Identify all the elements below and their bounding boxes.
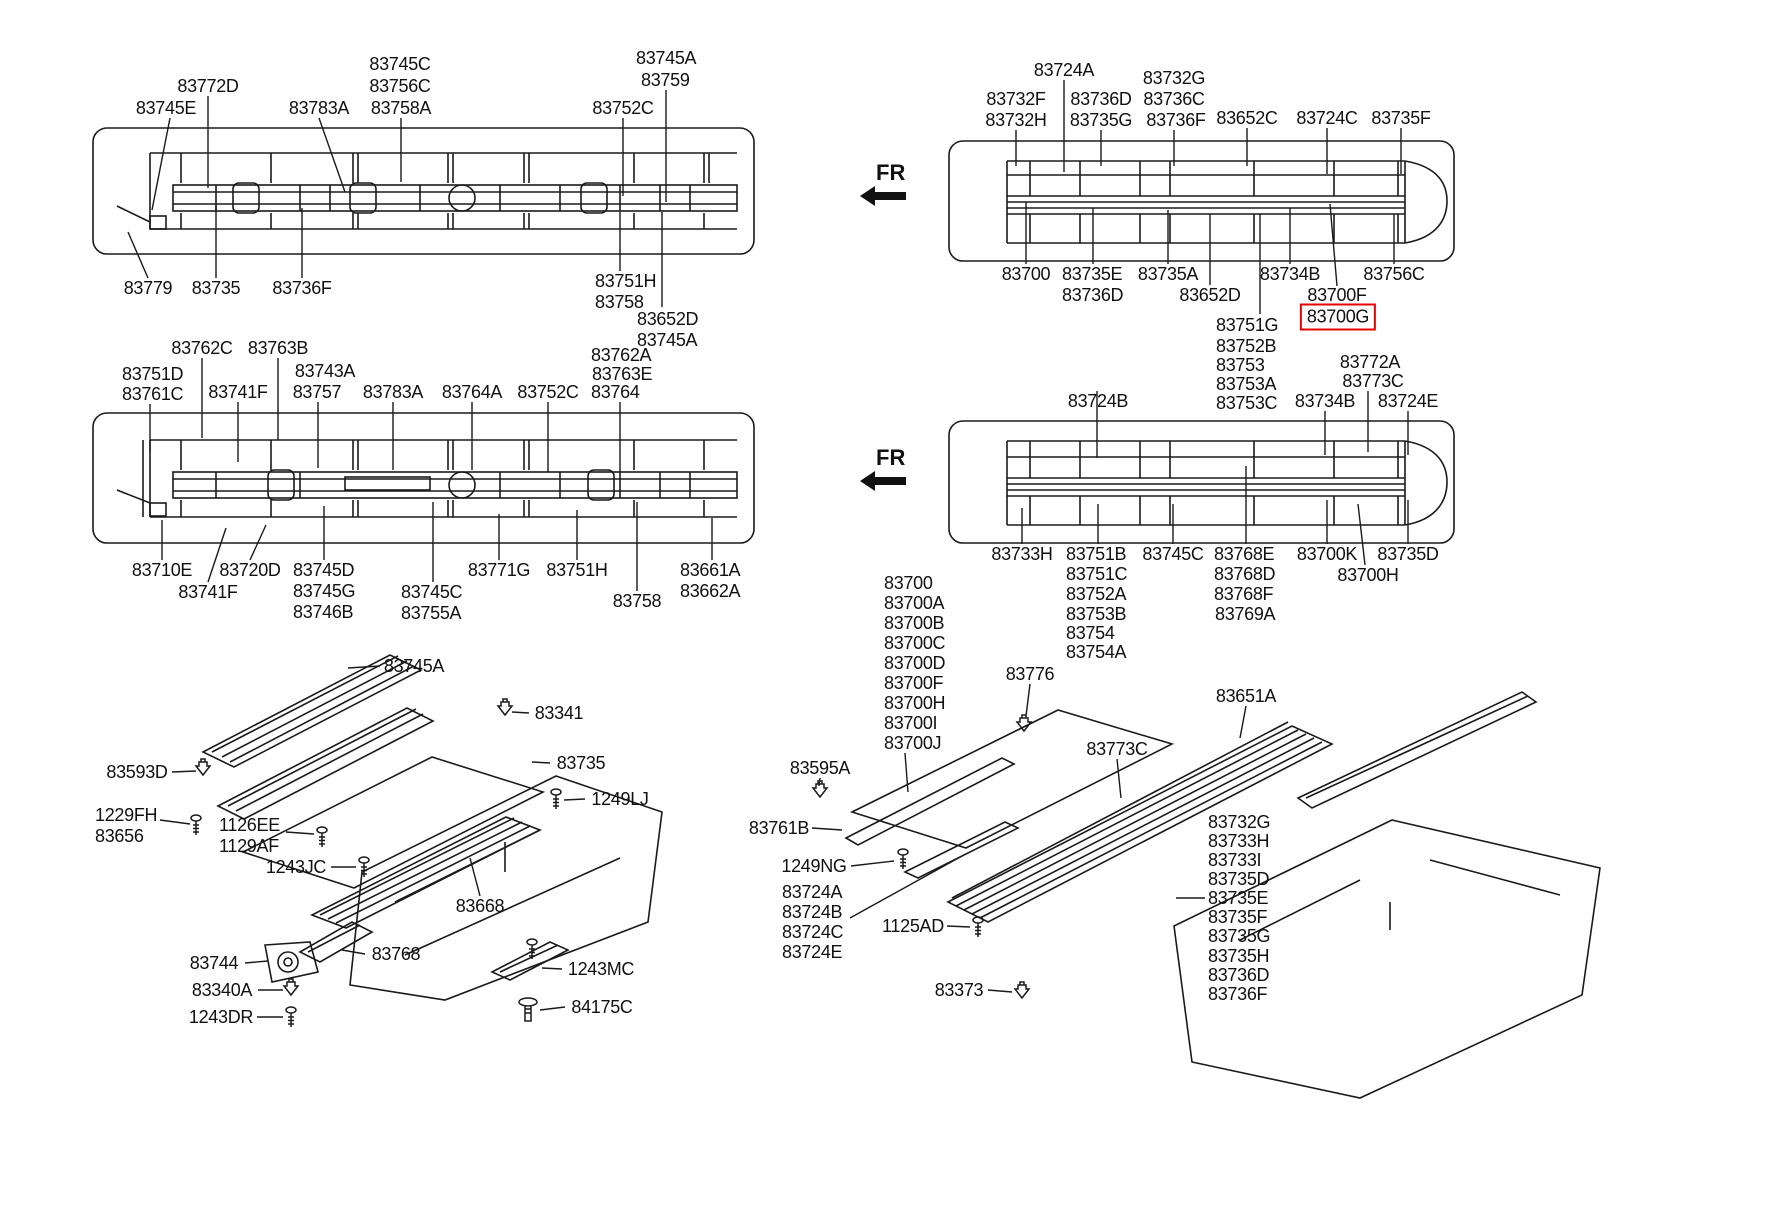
part-label-83735e: 83735E bbox=[1062, 264, 1123, 284]
part-label-83373: 83373 bbox=[934, 980, 984, 1000]
part-label-83745e: 83745E bbox=[135, 98, 197, 118]
part-label-1125ad: 1125AD bbox=[882, 916, 944, 936]
part-label-83652c: 83652C bbox=[1216, 108, 1278, 128]
part-label-83763b: 83763B bbox=[247, 338, 309, 358]
part-label-83735f: 83735F bbox=[1208, 907, 1268, 927]
part-label-83758: 83758 bbox=[595, 292, 644, 312]
part-label-83710e: 83710E bbox=[131, 560, 193, 580]
part-label-84175c: 84175C bbox=[571, 997, 633, 1017]
part-label-1229fh: 1229FH bbox=[95, 805, 158, 825]
part-label-83732g: 83732G bbox=[1142, 68, 1206, 88]
part-label-83745d: 83745D bbox=[293, 560, 355, 580]
part-label-83735h: 83735H bbox=[1208, 946, 1270, 966]
part-label-83761b: 83761B bbox=[748, 818, 810, 838]
part-label-83761c: 83761C bbox=[122, 384, 184, 404]
part-label-83341: 83341 bbox=[534, 703, 584, 723]
part-label-83732f: 83732F bbox=[986, 89, 1046, 109]
part-label-83751c: 83751C bbox=[1066, 564, 1128, 584]
part-label-83724a: 83724A bbox=[1033, 60, 1095, 80]
part-label-83668: 83668 bbox=[455, 896, 505, 916]
part-label-83754: 83754 bbox=[1066, 623, 1115, 643]
part-label-83720d: 83720D bbox=[219, 560, 281, 580]
part-label-83745a: 83745A bbox=[636, 48, 697, 68]
part-label-83773c: 83773C bbox=[1086, 739, 1148, 759]
part-label-83741f: 83741F bbox=[208, 382, 268, 402]
part-label-83751d: 83751D bbox=[122, 364, 184, 384]
part-label-83700k: 83700K bbox=[1296, 544, 1358, 564]
part-label-83751g: 83751G bbox=[1216, 315, 1279, 335]
part-label-83724a: 83724A bbox=[782, 882, 843, 902]
part-label-83700: 83700 bbox=[884, 573, 933, 593]
part-label-83700: 83700 bbox=[1001, 264, 1051, 284]
part-label-83756c: 83756C bbox=[1363, 264, 1425, 284]
part-label-83340a: 83340A bbox=[191, 980, 253, 1000]
part-label-83736f: 83736F bbox=[1146, 110, 1206, 130]
part-label-83700j: 83700J bbox=[884, 733, 942, 753]
part-label-83593d: 83593D bbox=[106, 762, 168, 782]
part-label-1126ee: 1126EE bbox=[219, 815, 280, 835]
part-label-83732g: 83732G bbox=[1208, 812, 1271, 832]
part-label-1243jc: 1243JC bbox=[265, 857, 327, 877]
part-label-83753b: 83753B bbox=[1066, 604, 1127, 624]
part-label-83661a: 83661A bbox=[680, 560, 741, 580]
part-label-83752c: 83752C bbox=[592, 98, 654, 118]
part-label-83772d: 83772D bbox=[177, 76, 239, 96]
part-label-83745c: 83745C bbox=[401, 582, 463, 602]
part-label-83735g: 83735G bbox=[1208, 926, 1271, 946]
part-label-83783a: 83783A bbox=[288, 98, 350, 118]
part-label-83651a: 83651A bbox=[1215, 686, 1277, 706]
part-label-83724c: 83724C bbox=[782, 922, 844, 942]
part-label-83746b: 83746B bbox=[293, 602, 354, 622]
part-label-83755a: 83755A bbox=[401, 603, 462, 623]
part-label-1249lj: 1249LJ bbox=[591, 789, 649, 809]
part-label-1129af: 1129AF bbox=[219, 836, 279, 856]
fr-direction-label: FR bbox=[876, 445, 906, 470]
part-label-83783a: 83783A bbox=[362, 382, 424, 402]
part-label-83741f: 83741F bbox=[178, 582, 238, 602]
part-label-83700c: 83700C bbox=[884, 633, 946, 653]
part-label-1243mc: 1243MC bbox=[567, 959, 635, 979]
part-label-83753: 83753 bbox=[1216, 355, 1265, 375]
part-label-83700a: 83700A bbox=[884, 593, 945, 613]
part-label-83700f: 83700F bbox=[884, 673, 944, 693]
part-label-83736d: 83736D bbox=[1070, 89, 1132, 109]
part-label-83763e: 83763E bbox=[592, 364, 653, 384]
part-label-83735f: 83735F bbox=[1371, 108, 1431, 128]
part-label-83769a: 83769A bbox=[1215, 604, 1276, 624]
part-label-83759: 83759 bbox=[641, 70, 690, 90]
fr-direction-label: FR bbox=[876, 160, 906, 185]
part-label-83734b: 83734B bbox=[1294, 391, 1356, 411]
part-label-83752c: 83752C bbox=[517, 382, 579, 402]
part-label-83724b: 83724B bbox=[782, 902, 843, 922]
part-label-83758: 83758 bbox=[612, 591, 662, 611]
part-label-83757: 83757 bbox=[292, 382, 342, 402]
part-label-1249ng: 1249NG bbox=[781, 856, 847, 876]
part-label-83700h: 83700H bbox=[884, 693, 946, 713]
part-label-83753c: 83753C bbox=[1216, 393, 1278, 413]
part-label-83762a: 83762A bbox=[591, 345, 652, 365]
part-label-83768d: 83768D bbox=[1214, 564, 1276, 584]
part-label-83700h: 83700H bbox=[1337, 565, 1399, 585]
part-label-83735d: 83735D bbox=[1208, 869, 1270, 889]
part-label-83736d: 83736D bbox=[1062, 285, 1124, 305]
part-label-83745c: 83745C bbox=[369, 54, 431, 74]
part-label-1243dr: 1243DR bbox=[188, 1007, 254, 1027]
part-label-83736d: 83736D bbox=[1208, 965, 1270, 985]
part-label-83773c: 83773C bbox=[1342, 371, 1404, 391]
part-label-83745g: 83745G bbox=[293, 581, 356, 601]
part-label-83745c: 83745C bbox=[1142, 544, 1204, 564]
part-label-83735a: 83735A bbox=[1137, 264, 1199, 284]
part-label-83700d: 83700D bbox=[884, 653, 946, 673]
part-label-83735g: 83735G bbox=[1069, 110, 1133, 130]
part-label-83724b: 83724B bbox=[1067, 391, 1129, 411]
part-label-83700f: 83700F bbox=[1307, 285, 1367, 305]
part-label-83735: 83735 bbox=[556, 753, 606, 773]
part-label-83776: 83776 bbox=[1005, 664, 1055, 684]
part-label-83724e: 83724E bbox=[1377, 391, 1439, 411]
part-label-83724e: 83724E bbox=[782, 942, 843, 962]
part-label-83768e: 83768E bbox=[1214, 544, 1275, 564]
part-label-83595a: 83595A bbox=[789, 758, 851, 778]
part-label-83743a: 83743A bbox=[294, 361, 356, 381]
part-label-83768: 83768 bbox=[371, 944, 421, 964]
part-label-83752b: 83752B bbox=[1216, 336, 1277, 356]
part-label-83752a: 83752A bbox=[1066, 584, 1127, 604]
part-label-83735e: 83735E bbox=[1208, 888, 1269, 908]
part-label-83753a: 83753A bbox=[1216, 374, 1277, 394]
part-label-83732h: 83732H bbox=[985, 110, 1047, 130]
part-label-83736f: 83736F bbox=[1208, 984, 1268, 1004]
part-label-83772a: 83772A bbox=[1339, 352, 1401, 372]
part-label-83745a: 83745A bbox=[383, 656, 445, 676]
part-label-83758a: 83758A bbox=[370, 98, 432, 118]
part-label-83656: 83656 bbox=[95, 826, 144, 846]
part-label-83662a: 83662A bbox=[680, 581, 741, 601]
part-label-83700i: 83700I bbox=[884, 713, 938, 733]
part-label-83744: 83744 bbox=[189, 953, 239, 973]
part-label-83745a: 83745A bbox=[637, 330, 698, 350]
part-label-83771g: 83771G bbox=[467, 560, 531, 580]
part-label-83724c: 83724C bbox=[1296, 108, 1358, 128]
part-label-83764a: 83764A bbox=[441, 382, 503, 402]
part-label-83751h: 83751H bbox=[546, 560, 608, 580]
part-label-83751b: 83751B bbox=[1066, 544, 1127, 564]
part-label-83736c: 83736C bbox=[1143, 89, 1205, 109]
part-label-83733h: 83733H bbox=[991, 544, 1053, 564]
part-label-83652d: 83652D bbox=[637, 309, 699, 329]
part-label-83768f: 83768F bbox=[1214, 584, 1274, 604]
part-label-83735d: 83735D bbox=[1377, 544, 1439, 564]
part-label-83734b: 83734B bbox=[1259, 264, 1321, 284]
part-label-83736f: 83736F bbox=[272, 278, 332, 298]
part-label-83779: 83779 bbox=[123, 278, 173, 298]
part-label-83733i: 83733I bbox=[1208, 850, 1262, 870]
part-label-83764: 83764 bbox=[591, 382, 640, 402]
part-label-83756c: 83756C bbox=[369, 76, 431, 96]
part-label-83700b: 83700B bbox=[884, 613, 945, 633]
part-label-83751h: 83751H bbox=[595, 271, 657, 291]
part-label-83762c: 83762C bbox=[171, 338, 233, 358]
part-label-83735: 83735 bbox=[191, 278, 241, 298]
part-label-83754a: 83754A bbox=[1066, 642, 1127, 662]
part-label-83652d: 83652D bbox=[1179, 285, 1241, 305]
part-label-83700g-highlighted: 83700G bbox=[1300, 304, 1376, 331]
part-label-83733h: 83733H bbox=[1208, 831, 1270, 851]
